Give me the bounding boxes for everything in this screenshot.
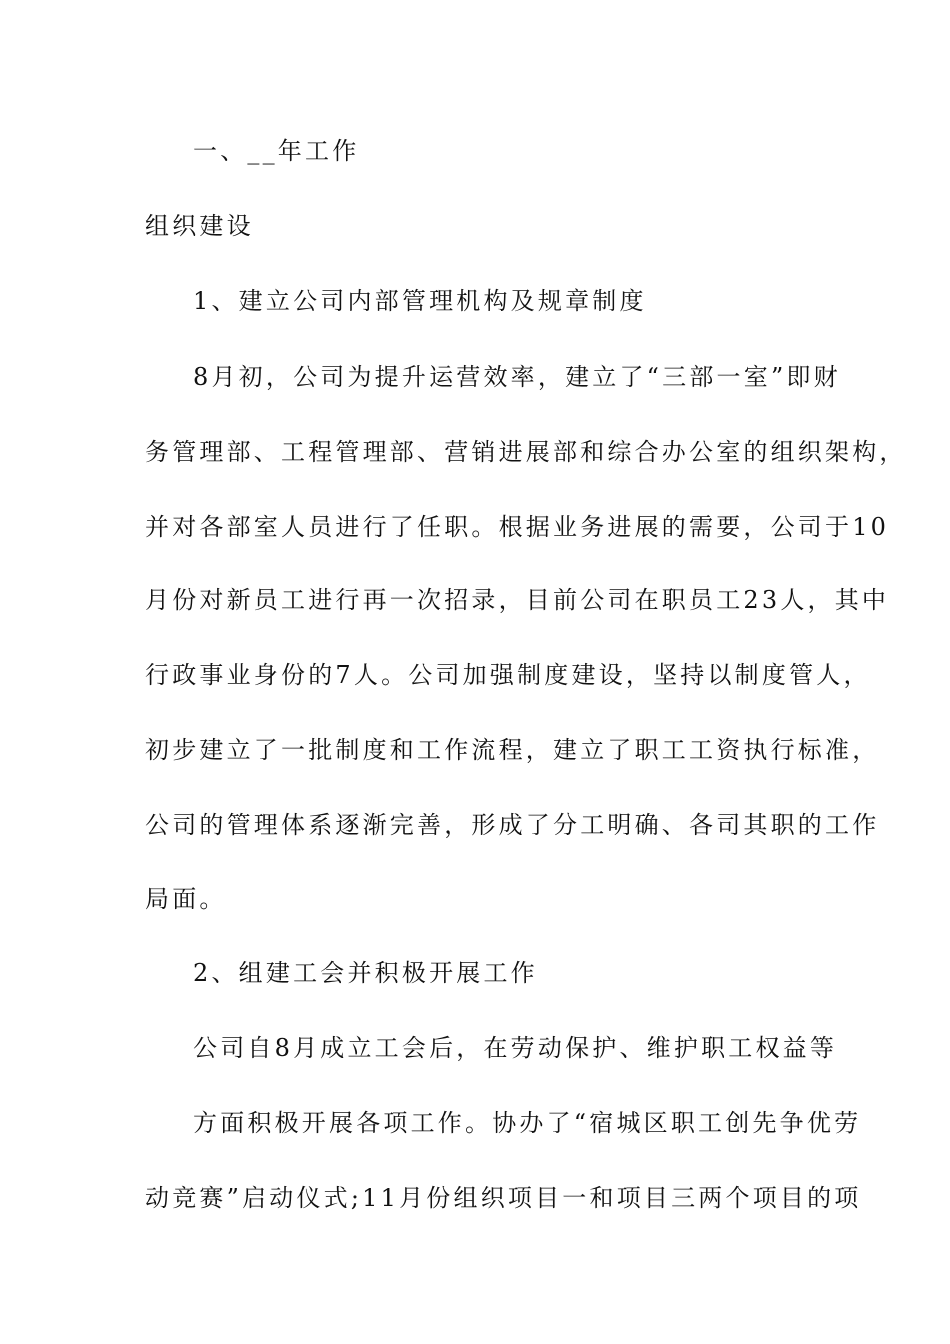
paragraph-2-line: 动竞赛”启动仪式;11月份组织项目一和项目三两个项目的项 xyxy=(145,1184,862,1212)
item-1-title: 1、建立公司内部管理机构及规章制度 xyxy=(193,287,647,315)
paragraph-1-line: 初步建立了一批制度和工作流程，建立了职工工资执行标准， xyxy=(145,736,880,764)
item-2-title: 2、组建工会并积极开展工作 xyxy=(193,959,538,987)
paragraph-1-line: 8月初，公司为提升运营效率，建立了“三部一室”即财 xyxy=(193,363,841,391)
paragraph-2-line: 方面积极开展各项工作。协办了“宿城区职工创先争优劳 xyxy=(193,1109,862,1137)
paragraph-1-line: 行政事业身份的7人。公司加强制度建设，坚持以制度管人， xyxy=(145,661,871,689)
subheading: 组织建设 xyxy=(145,212,254,240)
paragraph-1-line: 务管理部、工程管理部、营销进展部和综合办公室的组织架构， xyxy=(145,438,907,466)
paragraph-1-line: 并对各部室人员进行了任职。根据业务进展的需要，公司于10 xyxy=(145,513,890,541)
paragraph-1-line: 局面。 xyxy=(145,885,227,913)
section-heading: 一、__年工作 xyxy=(193,137,360,165)
paragraph-1-line: 公司的管理体系逐渐完善，形成了分工明确、各司其职的工作 xyxy=(145,811,880,839)
paragraph-1-line: 月份对新员工进行再一次招录，目前公司在职员工23人，其中 xyxy=(145,586,890,614)
paragraph-2-line: 公司自8月成立工会后，在劳动保护、维护职工权益等 xyxy=(193,1034,838,1062)
